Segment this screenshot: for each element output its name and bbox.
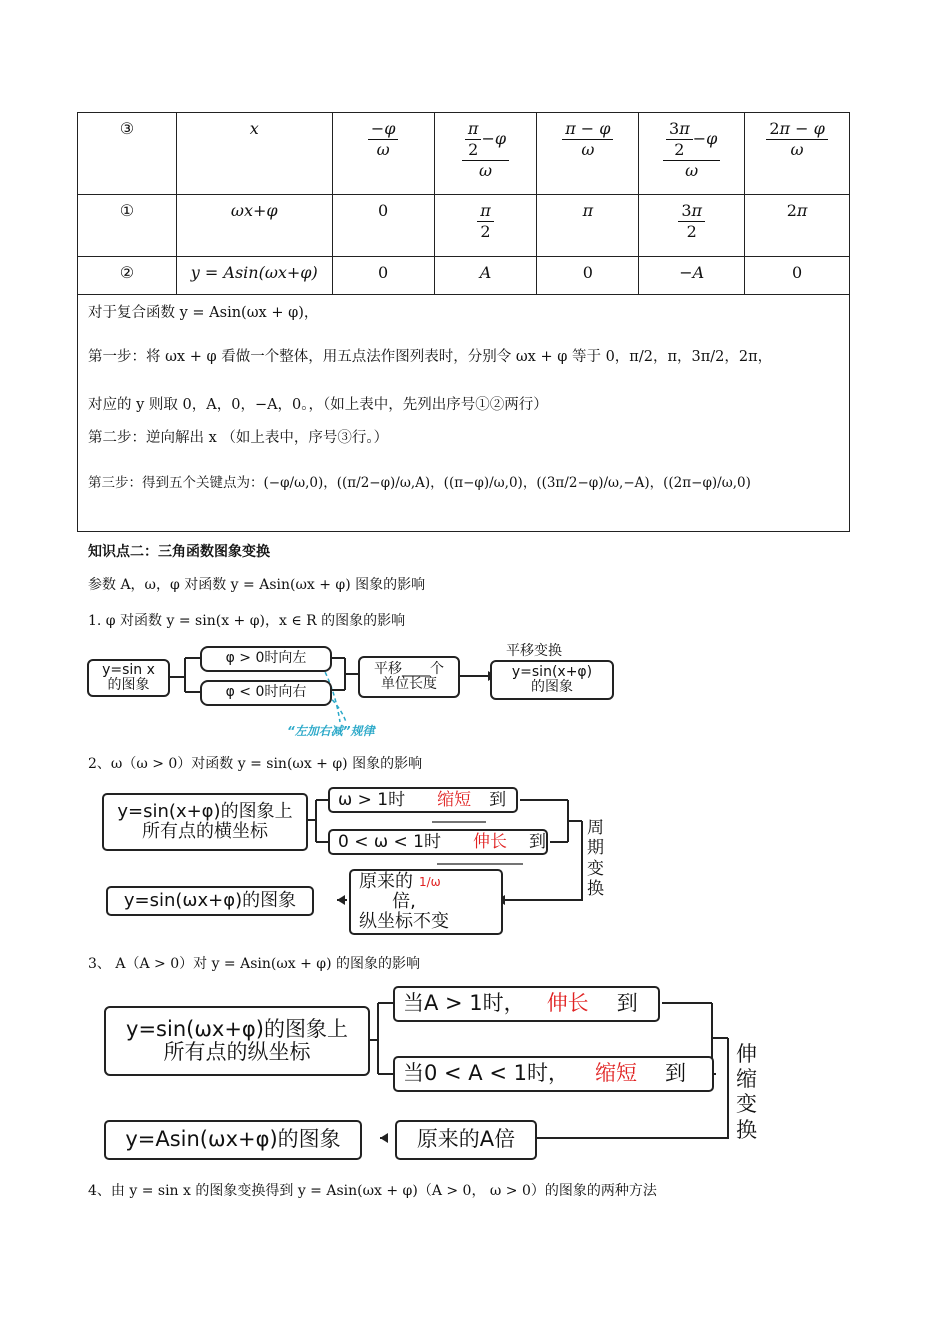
table-cell: 2π — [745, 195, 850, 257]
d1-end-box: y=sin(x+φ) 的图象 — [490, 660, 614, 700]
subsection-2: 2、ω（ω > 0）对函数 y = sin(ωx + φ) 图象的影响 — [88, 756, 423, 772]
table-cell: 0 — [745, 257, 850, 295]
d2-side-label: 周 期 变 换 — [587, 818, 604, 900]
table-cell: $\frac{\pi}{2}$ −φ ω — [434, 113, 537, 195]
note-step1b: 对应的 y 则取 0，A，0，−A，0。，（如上表中，先列出序号①②两行） — [88, 397, 548, 413]
note-step3: 第三步：得到五个关键点为：(−φ/ω,0)，((π/2−φ)/ω,A)，((π−φ)/ω,0)，((3π/2−φ)/ω,−A)，((2π−φ)/ω,0) — [88, 475, 751, 491]
subsection-3: 3、 A（A > 0）对 y = Asin(ωx + φ) 的图象的影响 — [88, 956, 421, 972]
table-cell: π — [537, 195, 639, 257]
d3-down-box: 当0 < A < 1时， 缩短 到 — [393, 1056, 714, 1092]
table-cell: $\frac{-\varphi}{\omega}$ — [332, 113, 434, 195]
table-cell: 0 — [332, 257, 434, 295]
table-cell: $\frac{2\pi - \varphi}{\omega}$ — [745, 113, 850, 195]
d2-up-box: ω > 1时 缩短 到 — [328, 787, 518, 813]
note-step2: 第二步：逆向解出 x （如上表中，序号③行。） — [88, 430, 389, 446]
table-cell: A — [434, 257, 537, 295]
note-intro: 对于复合函数 y = Asin(ωx + φ)， — [88, 305, 319, 321]
d3-side-label: 伸 缩 变 换 — [736, 1042, 757, 1142]
d1-start-box: y=sin x 的图象 — [87, 659, 170, 697]
d1-down-box: φ < 0时向右 — [200, 680, 332, 706]
d2-mid-box: 原来的 1/ω 倍, 纵坐标不变 — [349, 869, 503, 935]
table-cell: $\frac{\pi - \varphi}{\omega}$ — [537, 113, 639, 195]
d3-mid-box: 原来的A倍 — [395, 1120, 537, 1160]
table-cell: $\frac{3\pi}{2}$ — [639, 195, 745, 257]
d1-top-label: 平移变换 — [506, 643, 562, 659]
row-label: ωx+φ — [176, 195, 332, 257]
d3-up-box: 当A > 1时， 伸长 到 — [393, 986, 660, 1022]
section-title: 知识点二：三角函数图象变换 — [88, 544, 270, 560]
d3-end-box: y=Asin(ωx+φ)的图象 — [104, 1120, 362, 1160]
d2-down-box: 0 < ω < 1时 伸长 到 — [328, 829, 548, 855]
row-index: ① — [78, 195, 177, 257]
row-label: x — [176, 113, 332, 195]
d1-rule-label: “左加右减”规律 — [287, 724, 375, 738]
table-cell: $\frac{\pi}{2}$ — [434, 195, 537, 257]
table-cell: 0 — [332, 195, 434, 257]
d2-start-box: y=sin(x+φ)的图象上 所有点的横坐标 — [102, 793, 308, 851]
d1-up-box: φ > 0时向左 — [200, 646, 332, 672]
d2-end-box: y=sin(ωx+φ)的图象 — [106, 886, 314, 916]
row-index: ③ — [78, 113, 177, 195]
row-index: ② — [78, 257, 177, 295]
table-cell: $\frac{3\pi}{2}$ −φ ω — [639, 113, 745, 195]
params-line: 参数 A，ω，φ 对函数 y = Asin(ωx + φ) 图象的影响 — [88, 577, 426, 593]
d3-start-box: y=sin(ωx+φ)的图象上 所有点的纵坐标 — [104, 1006, 370, 1076]
table-cell: −A — [639, 257, 745, 295]
note-step1: 第一步：将 ωx + φ 看做一个整体，用五点法作图列表时，分别令 ωx + φ 等于 0，π/2，π，3π/2，2π， — [88, 349, 773, 365]
d1-mid-box: 平移____个 单位长度 — [358, 656, 460, 698]
row-label: y = Asin(ωx+φ) — [176, 257, 332, 295]
table-cell: 0 — [537, 257, 639, 295]
subsection-1: 1. φ 对函数 y = sin(x + φ)，x ∈ R 的图象的影响 — [88, 613, 406, 629]
subsection-4: 4、由 y = sin x 的图象变换得到 y = Asin(ωx + φ)（A > 0， ω > 0）的图象的两种方法 — [88, 1183, 657, 1199]
